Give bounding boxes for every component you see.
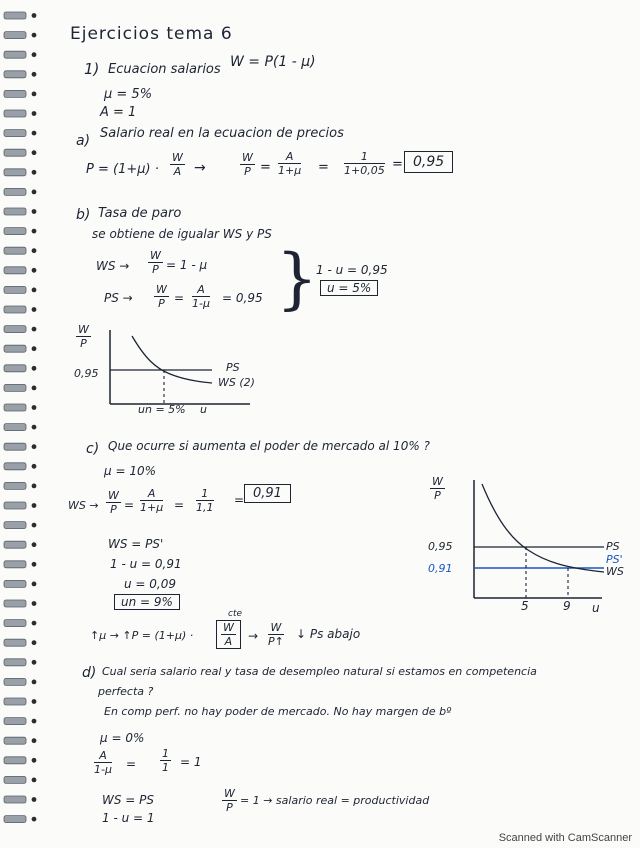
spiral-hole [32,13,37,18]
spiral-ring [4,90,26,97]
ws-line-label: WS → [96,259,130,273]
frac-1-over-105: $\frac{1}{1+0,05}$ [344,150,385,177]
part-b-heading: Tasa de paro [98,206,182,221]
spiral-hole [32,621,37,626]
graph2-y-tick-2: 0,91 [428,562,453,575]
spiral-ring [4,208,26,215]
spiral-ring [4,267,26,274]
spiral-ring [4,678,26,685]
c-mu: μ = 10% [104,464,156,478]
scanner-footer: Scanned with CamScanner [498,832,632,844]
spiral-hole [32,405,37,410]
spiral-binding [0,0,44,848]
d-real-rest: = 1 → salario real = productividad [240,794,430,807]
spiral-ring [4,71,26,78]
spiral-hole [32,346,37,351]
ws-rhs: = 1 - μ [166,258,208,272]
spiral-hole [32,150,37,155]
spiral-hole [32,738,37,743]
ps-rhs: = 0,95 [222,291,263,305]
c-line-1: WS = PS' [108,537,164,551]
graph2-ws-label: WS [606,565,624,578]
graph2-plot [466,480,616,602]
spiral-ring [4,188,26,195]
spiral-hole [32,229,37,234]
spiral-ring [4,776,26,783]
spiral-ring [4,404,26,411]
c-mu-line-a: ↑μ → ↑P = (1+μ) · [90,629,194,642]
spiral-hole [32,778,37,783]
d-one-minus-u: 1 - u = 1 [102,811,155,825]
spiral-hole [32,660,37,665]
spiral-ring [4,561,26,568]
graph1-y-tick: 0,95 [74,367,99,380]
part-d-heading-2: perfecta ? [98,685,154,698]
spiral-ring [4,482,26,489]
spiral-hole [32,327,37,332]
c-line-3: u = 0,09 [124,577,177,591]
spiral-hole [32,640,37,645]
ps-line-label: PS → [104,291,133,305]
spiral-hole [32,680,37,685]
spiral-ring [4,796,26,803]
spiral-hole [32,464,37,469]
spiral-ring [4,130,26,137]
graph2-x-tick-1: 5 [521,599,529,613]
ps-eq: = [174,291,185,305]
c-cte: cte [228,609,243,619]
ps-frac-2: $\frac{A}{1-\mu}$ [192,283,210,310]
c-mu-line-b: → [248,629,259,643]
ex1-heading: Ecuacion salarios [108,62,221,77]
graph1-ylabel: $\frac{W}{P}$ [78,323,89,350]
spiral-ring [4,522,26,529]
spiral-hole [32,72,37,77]
graph2-ylabel: $\frac{W}{P}$ [432,475,443,502]
c-ws-label: WS → [68,499,99,512]
c-mu-line-c: ↓ Ps abajo [296,627,361,641]
graph2-x-tick-2: 9 [563,599,571,613]
spiral-hole [32,386,37,391]
graph2-x-label: u [592,601,600,615]
graph1-x-label: u [200,403,207,416]
spiral-ring [4,502,26,509]
spiral-ring [4,110,26,117]
c-result-box: 0,91 [244,484,291,503]
spiral-hole [32,601,37,606]
spiral-hole [32,582,37,587]
spiral-hole [32,425,37,430]
spiral-ring [4,169,26,176]
spiral-hole [32,542,37,547]
part-a-label: a) [76,133,91,149]
spiral-hole [32,719,37,724]
spiral-hole [32,190,37,195]
spiral-hole [32,758,37,763]
equals-sign-3: = [392,157,403,172]
spiral-ring [4,816,26,823]
c-eq-2: = [174,498,185,512]
spiral-ring [4,286,26,293]
spiral-hole [32,797,37,802]
ps-frac: $\frac{W}{P}$ [156,283,167,310]
b-result-2-box: u = 5% [320,280,378,296]
spiral-ring [4,718,26,725]
part-c-label: c) [86,441,100,457]
spiral-ring [4,698,26,705]
part-b-sub: se obtiene de igualar WS y PS [92,227,272,241]
graph1-x-tick: un = 5% [138,403,186,416]
graph2-y-tick-1: 0,95 [428,540,453,553]
d-frac-1: $\frac{A}{1-\mu}$ [94,749,112,776]
spiral-ring [4,541,26,548]
equals-sign-2: = [318,160,329,175]
part-d-label: d) [82,665,97,681]
spiral-hole [32,503,37,508]
spiral-hole [32,817,37,822]
frac-a-over-1mu: $\frac{A}{1+\mu}$ [278,150,302,177]
spiral-ring [4,443,26,450]
price-equation: P = (1+μ) · [86,162,159,177]
spiral-hole [32,92,37,97]
result-a-box: 0,95 [404,151,453,173]
graph2-ps2-label: PS' [606,553,623,566]
spiral-ring [4,32,26,39]
d-mu: μ = 0% [100,731,145,745]
spiral-ring [4,345,26,352]
wage-equation: W = P(1 - μ) [230,54,316,70]
c-mu-frac-2: $\frac{W}{P↑}$ [268,621,284,648]
graph1-ws-label: WS (2) [218,376,255,389]
spiral-ring [4,228,26,235]
spiral-ring [4,580,26,587]
c-frac-1: $\frac{W}{P}$ [108,489,119,516]
d-line-1: En comp perf. no hay poder de mercado. No hay margen de bº [104,705,452,718]
spiral-hole [32,699,37,704]
spiral-hole [32,248,37,253]
d-eq-2: = 1 [180,755,202,769]
spiral-ring [4,12,26,19]
c-eq-3: = [234,493,245,507]
graph1-ps-label: PS [226,361,240,374]
c-line-2: 1 - u = 0,91 [110,557,182,571]
spiral-hole [32,288,37,293]
graph1-ws-curve [132,336,212,383]
spiral-hole [32,170,37,175]
spiral-ring [4,757,26,764]
a-value: A = 1 [100,105,137,120]
spiral-ring [4,247,26,254]
d-frac-2: $\frac{1}{1}$ [162,747,169,774]
d-ws-ps: WS = PS [102,793,155,807]
graph2-ps-label: PS [606,540,620,553]
spiral-ring [4,737,26,744]
spiral-ring [4,463,26,470]
spiral-hole [32,484,37,489]
spiral-ring [4,659,26,666]
spiral-hole [32,268,37,273]
spiral-ring [4,149,26,156]
d-real-frac: $\frac{W}{P}$ [224,787,235,814]
d-eq: = [126,757,137,771]
spiral-hole [32,523,37,528]
c-frac-2: $\frac{A}{1+\mu}$ [140,487,164,514]
equals-sign: = [260,160,271,175]
spiral-ring [4,306,26,313]
spiral-hole [32,52,37,57]
curly-brace: } [276,240,318,317]
c-eq-1: = [124,498,135,512]
spiral-hole [32,33,37,38]
part-c-heading: Que ocurre si aumenta el poder de mercado al 10% ? [108,439,430,453]
spiral-ring [4,326,26,333]
c-line-4-box: un = 9% [114,594,180,610]
spiral-ring [4,384,26,391]
spiral-hole [32,111,37,116]
frac-w-over-a: $\frac{W}{A}$ [172,151,183,178]
spiral-hole [32,562,37,567]
ws-frac: $\frac{W}{P}$ [150,249,161,276]
spiral-hole [32,444,37,449]
frac-w-over-p: $\frac{W}{P}$ [242,151,253,178]
spiral-ring [4,639,26,646]
spiral-hole [32,307,37,312]
c-mu-frac-box: $\frac{W}{A}$ [216,620,241,649]
mu-value: μ = 5% [104,87,153,102]
spiral-ring [4,424,26,431]
arrow: → [194,160,206,176]
part-d-heading-1: Cual seria salario real y tasa de desempleo natural si estamos en competencia [102,665,537,678]
graph2-ws-curve [482,484,604,572]
spiral-ring [4,600,26,607]
spiral-ring [4,365,26,372]
ex1-number: 1) [84,60,100,78]
part-a-heading: Salario real en la ecuacion de precios [100,126,344,141]
c-frac-3: $\frac{1}{1,1}$ [196,487,214,514]
spiral-ring [4,620,26,627]
spiral-ring [4,51,26,58]
spiral-hole [32,209,37,214]
part-b-label: b) [76,207,91,223]
b-result-1: 1 - u = 0,95 [316,263,388,277]
spiral-hole [32,366,37,371]
page-title: Ejercicios tema 6 [70,24,233,44]
spiral-hole [32,131,37,136]
